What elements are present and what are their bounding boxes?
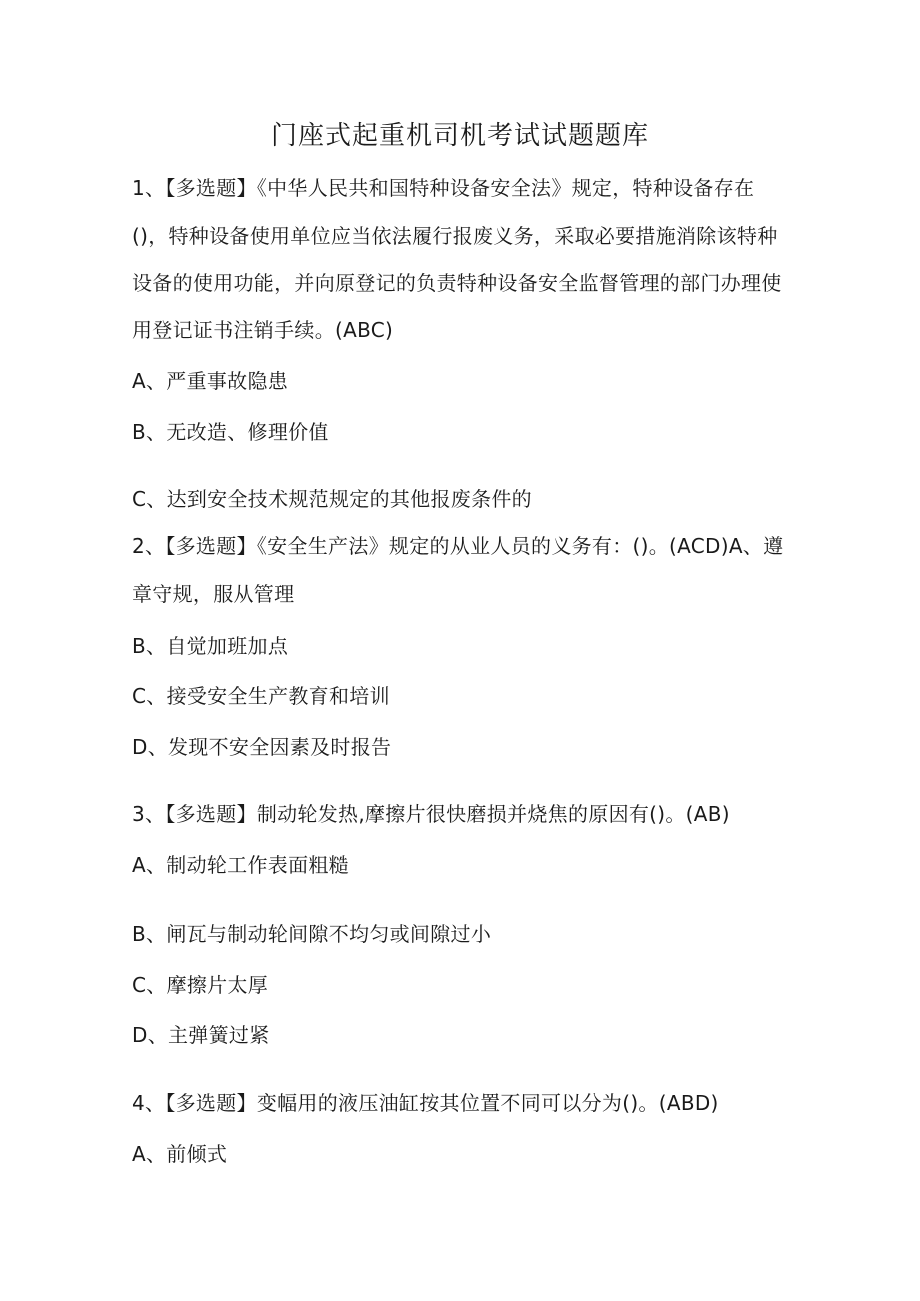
- question-2-line-1: 2、【多选题】《安全生产法》规定的从业人员的义务有：()。(ACD)A、遵: [132, 534, 784, 558]
- question-2-line-2: 章守规，服从管理: [132, 582, 295, 606]
- question-1-line-2: ()，特种设备使用单位应当依法履行报废义务，采取必要措施消除该特种: [132, 224, 778, 248]
- question-2-option-d: D、发现不安全因素及时报告: [132, 735, 392, 759]
- question-3-line-1: 3、【多选题】制动轮发热,摩擦片很快磨损并烧焦的原因有()。(AB): [132, 802, 730, 826]
- question-3-option-d: D、主弹簧过紧: [132, 1023, 270, 1047]
- question-4-line-1: 4、【多选题】变幅用的液压油缸按其位置不同可以分为()。(ABD): [132, 1091, 719, 1115]
- question-2-option-b: B、自觉加班加点: [132, 634, 289, 658]
- document-title: 门座式起重机司机考试试题题库: [270, 121, 649, 151]
- question-2-option-c: C、接受安全生产教育和培训: [132, 684, 390, 708]
- question-3-option-c: C、摩擦片太厚: [132, 973, 269, 997]
- question-1-option-a: A、严重事故隐患: [132, 369, 289, 393]
- question-1-line-4: 用登记证书注销手续。(ABC): [132, 318, 394, 342]
- question-4-option-a: A、前倾式: [132, 1142, 228, 1166]
- question-1-line-3: 设备的使用功能，并向原登记的负责特种设备安全监督管理的部门办理使: [132, 271, 782, 295]
- question-1-option-c: C、达到安全技术规范规定的其他报废条件的: [132, 487, 532, 511]
- question-1-option-b: B、无改造、修理价值: [132, 420, 329, 444]
- question-3-option-b: B、闸瓦与制动轮间隙不均匀或间隙过小: [132, 922, 492, 946]
- question-1-line-1: 1、【多选题】《中华人民共和国特种设备安全法》规定，特种设备存在: [132, 176, 755, 200]
- question-3-option-a: A、制动轮工作表面粗糙: [132, 853, 349, 877]
